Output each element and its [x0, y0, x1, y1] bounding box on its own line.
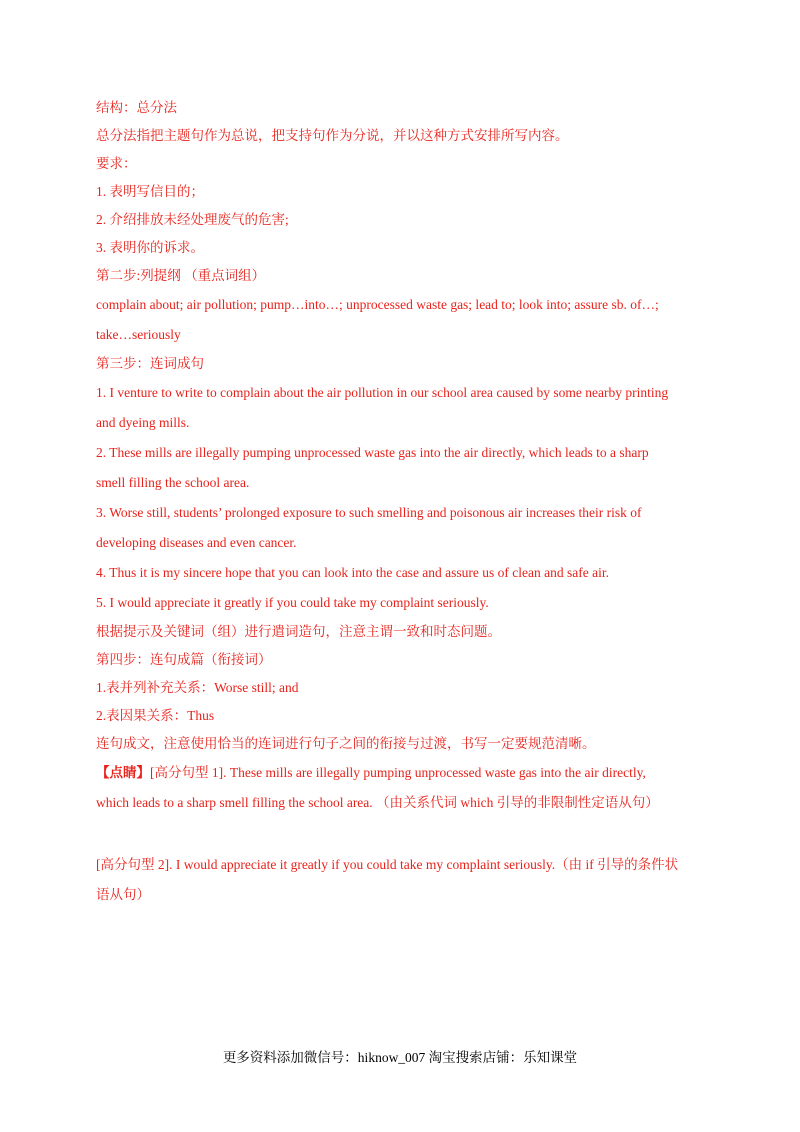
key-phrases-line-1: complain about; air pollution; pump…into…; unprocessed waste gas; lead to; look into; assure sb. of…; [96, 297, 659, 312]
page-footer: 更多资料添加微信号：hiknow_007 淘宝搜索店铺：乐知课堂 [222, 1050, 578, 1065]
heading-structure: 结构：总分法 [96, 100, 177, 115]
structure-description: 总分法指把主题句作为总说，把支持句作为分说，并以这种方式安排所写内容。 [96, 128, 569, 143]
key-phrases-line-2: take…seriously [96, 327, 181, 342]
heading-step-3: 第三步：连词成句 [96, 356, 204, 371]
high-score-sentence-2-line-1: [高分句型 2]. I would appreciate it greatly if you could take my complaint seriously.（由 if 引导的条件状 [96, 857, 679, 872]
high-score-sentence-2-line-2: 语从句） [96, 887, 150, 902]
tip-tag: 【点睛】 [96, 765, 150, 780]
step-3-note: 根据提示及关键词（组）进行遣词造句，注意主谓一致和时态问题。 [96, 624, 501, 639]
spacer [96, 818, 706, 850]
heading-step-2: 第二步:列提纲 （重点词组） [96, 268, 266, 283]
requirement-2: 2. 介绍排放未经处理废气的危害; [96, 212, 289, 227]
step-4-note: 连句成文，注意使用恰当的连词进行句子之间的衔接与过渡，书写一定要规范清晰。 [96, 736, 596, 751]
heading-step-4: 第四步：连句成篇（衔接词） [96, 652, 272, 667]
requirement-1: 1. 表明写信目的； [96, 184, 204, 199]
tip-line-2: which leads to a sharp smell filling the school area. （由关系代词 which 引导的非限制性定语从句） [96, 795, 659, 810]
connective-1: 1.表并列补充关系：Worse still; and [96, 680, 299, 695]
sentence-3-line-1: 3. Worse still, students’ prolonged exposure to such smelling and poisonous air increases their risk of [96, 505, 642, 520]
sentence-2-line-1: 2. These mills are illegally pumping unprocessed waste gas into the air directly, which leads to a sharp [96, 445, 649, 460]
sentence-3-line-2: developing diseases and even cancer. [96, 535, 297, 550]
sentence-1-line-2: and dyeing mills. [96, 415, 190, 430]
tip-line-1 [96, 758, 706, 788]
sentence-4: 4. Thus it is my sincere hope that you can look into the case and assure us of clean and safe air. [96, 565, 609, 580]
connective-2: 2.表因果关系：Thus [96, 708, 215, 723]
sentence-1-line-1: 1. I venture to write to complain about the air pollution in our school area caused by some nearby printing [96, 385, 669, 400]
heading-requirements: 要求： [96, 156, 137, 171]
sentence-5: 5. I would appreciate it greatly if you could take my complaint seriously. [96, 595, 489, 610]
document-body [96, 94, 706, 910]
sentence-2-line-2: smell filling the school area. [96, 475, 250, 490]
tip-text: [高分句型 1]. These mills are illegally pumping unprocessed waste gas into the air directly, [150, 765, 646, 780]
requirement-3: 3. 表明你的诉求。 [96, 240, 204, 255]
